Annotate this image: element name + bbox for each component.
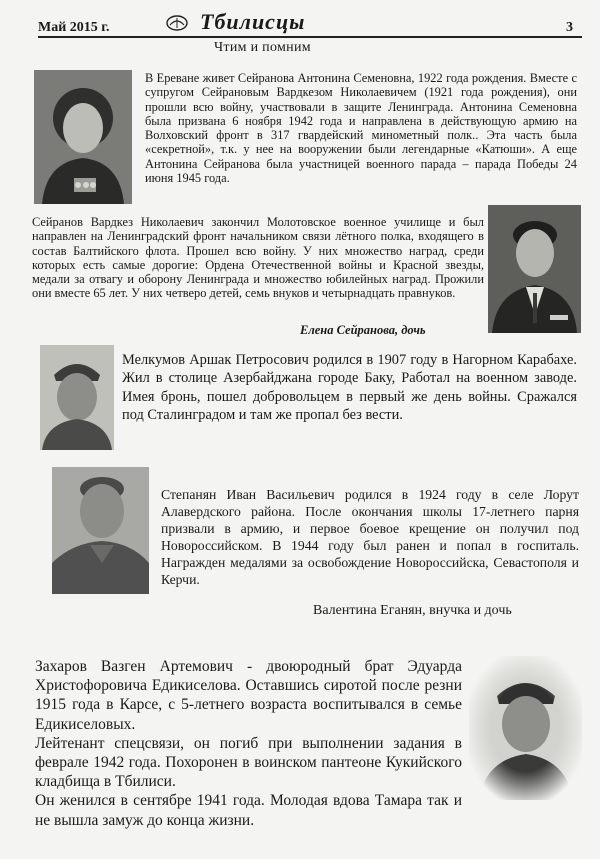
portrait-photo-seyranov (488, 205, 581, 333)
author-signature: Валентина Еганян, внучка и дочь (313, 603, 512, 618)
header-divider (38, 36, 582, 38)
article-seyranova-antonina: В Ереване живет Сейранова Антонина Семеновна, 1922 года рождения. Вместе с супругом Сейрановым Вардкезом Николаевичем (1921 года рождения), они прошли всю войну, участвовали в защите Ленинграда. Антонина Семеновна была призвана 6 ноября 1942 года и направлена в действующую армию на Волховский фронт в 317 гвардейский минометный полк.. Эта часть была «секретной», т.к. у нее на вооружении были легендарные «Катюши». А еще Антонина Сейранова была участницей военного парада – парада Победы 24 июня 1945 года. (145, 71, 577, 186)
portrait-photo-zakharov (469, 656, 582, 800)
issue-date: Май 2015 г. (38, 20, 110, 35)
article-stepanyan: Степанян Иван Васильевич родился в 1924 году в селе Лорут Алавердского района. После окончания школы 17-летнего парня призвали в армию, и первое боевое крещение он получил под Новороссийском. В 1944 году был ранен и попал в госпиталь. Награжден медалями за освобождение Новороссийска, Севастополя и Керчи. (161, 487, 579, 588)
page-number: 3 (566, 20, 573, 35)
portrait-photo-seyranova (34, 70, 132, 204)
portrait-photo-melkumov (40, 345, 114, 450)
portrait-photo-stepanyan (52, 467, 149, 594)
article-melkumov: Мелкумов Аршак Петросович родился в 1907 году в Нагорном Карабахе. Жил в столице Азербайджана городе Баку, Работал на военном заводе. Имея бронь, пошел добровольцем в первый же день войны. Сражался под Сталинградом и там же пропал без вести. (122, 352, 577, 423)
author-signature: Елена Сейранова, дочь (300, 323, 426, 337)
article-paragraph: Захаров Вазген Артемович - двоюродный брат Эдуарда Христофоровича Едикиселова. Оставшись сиротой после резни 1915 года в Карсе, с 5-летнего возраста воспитывался в семье Едикиселовых. (35, 658, 462, 733)
article-paragraph: Он женился в сентябре 1941 года. Молодая вдова Тамара так и не вышла замуж до конца жизни. (35, 792, 462, 829)
article-paragraph: Лейтенант спецсвязи, он погиб при выполнении задания в феврале 1942 года. Похоронен в воинском пантеоне Кукийского кладбища в Тбилиси. (35, 734, 462, 791)
section-heading: Чтим и помним (214, 40, 311, 55)
newspaper-title: Тбилисцы (200, 9, 306, 34)
article-seyranov-vardkez: Сейранов Вардкез Николаевич закончил Молотовское военное училище и был направлен на Ленинградский фронт начальником связи лётного полка, входящего в состав Балтийского флота. Прошел всю войну. У них множество наград, среди которых есть самые дорогие: Ордена Отечественной войны и Красной звезды, медали за отвагу и оборону Ленинграда и множество юбилейных наград. Прожили они вместе 65 лет. У них четверо детей, семь внуков и четырнадцать правнуков. (32, 215, 484, 301)
article-zakharov (35, 657, 462, 830)
emblem-icon (165, 14, 189, 32)
